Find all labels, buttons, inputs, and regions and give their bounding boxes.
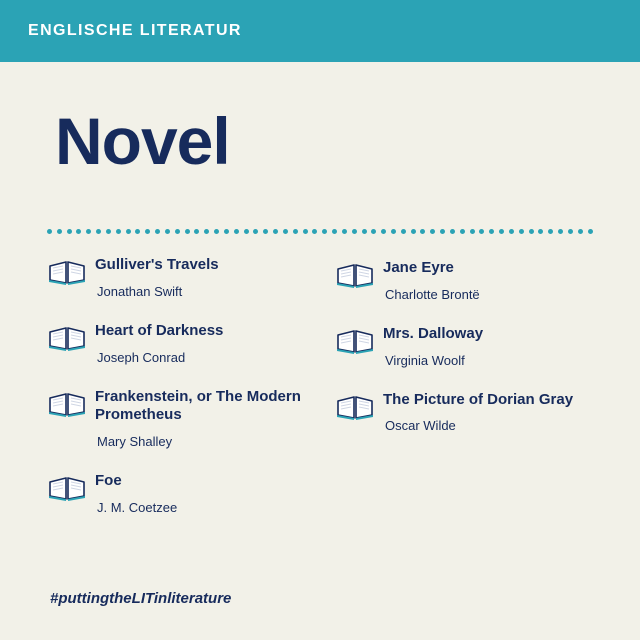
divider-dot — [165, 229, 170, 234]
divider-dot — [47, 229, 52, 234]
divider-dot — [342, 229, 347, 234]
divider-dot — [381, 229, 386, 234]
footer-hashtag: #puttingtheLITinliterature — [50, 590, 232, 607]
divider-dot — [86, 229, 91, 234]
divider-dot — [450, 229, 455, 234]
book-author: Virginia Woolf — [385, 352, 465, 368]
book-list — [47, 255, 607, 537]
list-item — [47, 387, 319, 450]
list-item-text — [95, 471, 177, 515]
divider-dot — [312, 229, 317, 234]
list-item — [47, 471, 319, 515]
book-column-right — [335, 255, 607, 537]
divider-dot — [460, 229, 465, 234]
book-author: Jonathan Swift — [97, 283, 183, 299]
list-item — [47, 255, 319, 299]
divider-dot — [470, 229, 475, 234]
book-title: The Picture of Dorian Gray — [383, 390, 574, 408]
divider-dot — [57, 229, 62, 234]
book-author: Joseph Conrad — [97, 349, 186, 365]
list-item — [335, 324, 607, 368]
divider-dot — [185, 229, 190, 234]
list-item-text — [95, 321, 223, 365]
divider-dot — [293, 229, 298, 234]
open-book-icon — [335, 326, 375, 356]
divider-dot — [509, 229, 514, 234]
book-author: J. M. Coetzee — [97, 499, 178, 515]
divider-dot — [214, 229, 219, 234]
divider-dot — [76, 229, 81, 234]
list-item-text — [95, 255, 219, 299]
book-column-left — [47, 255, 319, 537]
header-bar — [0, 0, 640, 62]
divider-dot — [371, 229, 376, 234]
divider-dot — [96, 229, 101, 234]
divider-dot — [234, 229, 239, 234]
book-title: Foe — [95, 472, 122, 489]
divider-dot — [116, 229, 121, 234]
divider-dot — [332, 229, 337, 234]
divider-dot — [145, 229, 150, 234]
divider-dot — [322, 229, 327, 234]
divider-dot — [204, 229, 209, 234]
divider-dot — [244, 229, 249, 234]
header-title: ENGLISCHE LITERATUR — [28, 22, 242, 39]
book-title: Jane Eyre — [383, 259, 454, 276]
open-book-icon — [335, 260, 375, 290]
list-item — [335, 390, 607, 434]
divider-dot — [352, 229, 357, 234]
divider-dot — [175, 229, 180, 234]
divider-dot — [135, 229, 140, 234]
open-book-icon — [47, 323, 87, 353]
book-title: Mrs. Dalloway — [383, 324, 484, 342]
list-item-text — [383, 258, 480, 302]
open-book-icon — [47, 257, 87, 287]
open-book-icon — [47, 389, 87, 419]
book-title: Gulliver's Travels — [95, 256, 219, 273]
divider-dot — [548, 229, 553, 234]
divider-dot — [519, 229, 524, 234]
divider-dot — [263, 229, 268, 234]
divider-dot — [529, 229, 534, 234]
divider-dot — [588, 229, 593, 234]
divider-dot — [67, 229, 72, 234]
list-item-text — [383, 324, 483, 368]
divider-dot — [489, 229, 494, 234]
book-author: Charlotte Brontë — [385, 286, 480, 302]
page-title: Novel — [55, 104, 230, 178]
book-author: Mary Shalley — [97, 434, 173, 449]
divider-dot — [401, 229, 406, 234]
divider-dot — [440, 229, 445, 234]
divider-dot — [283, 229, 288, 234]
open-book-icon — [335, 392, 375, 422]
list-item-text — [95, 387, 319, 450]
divider-dot — [273, 229, 278, 234]
divider-dot — [155, 229, 160, 234]
divider-dot — [411, 229, 416, 234]
divider-dot — [362, 229, 367, 234]
divider-dot — [253, 229, 258, 234]
divider-dot — [420, 229, 425, 234]
divider-dot — [126, 229, 131, 234]
divider-dot — [430, 229, 435, 234]
book-title: Heart of Darkness — [95, 321, 224, 339]
divider-dot — [558, 229, 563, 234]
book-title: Frankenstein, or The Modern Prometheus — [95, 387, 301, 424]
list-item — [335, 258, 607, 302]
list-item — [47, 321, 319, 365]
book-author: Oscar Wilde — [385, 418, 456, 434]
dotted-divider-icon — [47, 228, 593, 234]
divider-dot — [391, 229, 396, 234]
divider-dot — [568, 229, 573, 234]
divider-dot — [303, 229, 308, 234]
divider-dot — [538, 229, 543, 234]
divider-dot — [578, 229, 583, 234]
divider-dot — [106, 229, 111, 234]
divider-dot — [499, 229, 504, 234]
divider-dot — [479, 229, 484, 234]
open-book-icon — [47, 473, 87, 503]
divider-dot — [224, 229, 229, 234]
list-item-text — [383, 390, 573, 434]
divider-dot — [194, 229, 199, 234]
